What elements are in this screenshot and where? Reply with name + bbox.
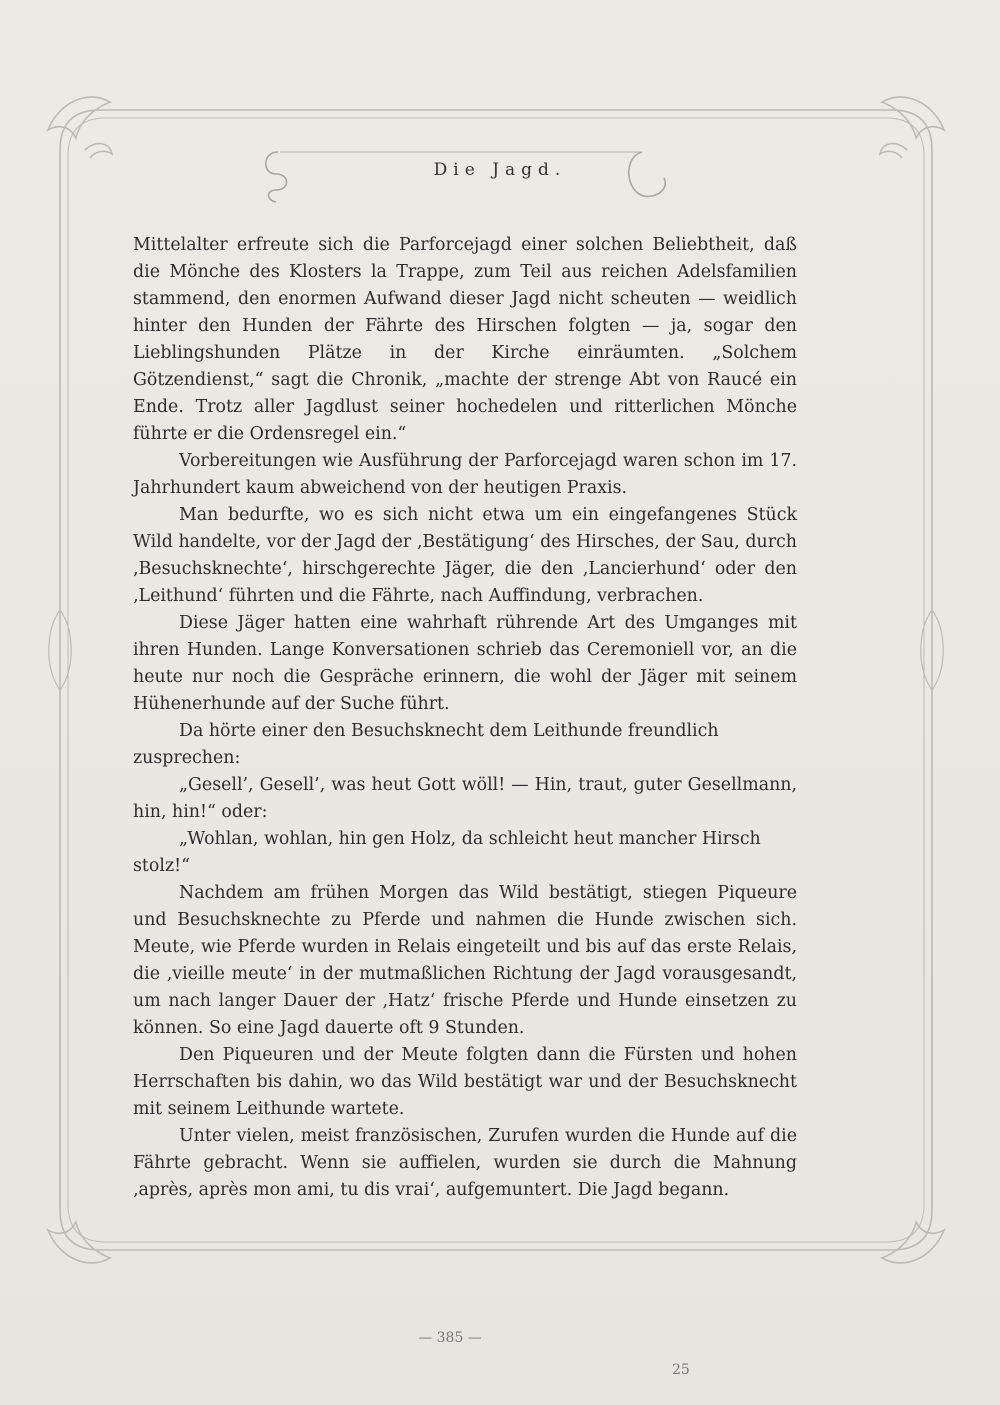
paragraph: Nachdem am frühen Morgen das Wild bestätigt, stiegen Piqueure und Besuchsknechte zu Pferde und nahmen die Hunde zwischen sich. Meute, wie Pferde wurden in Relais eingeteilt und bis auf das erste Relais, die ‚vieille meute‘ in der mutmaßlichen Richtung der Jagd vorausgesandt, um nach langer Dauer der ‚Hatz‘ frische Pferde und Hunde einsetzen zu können. So eine Jagd dauerte oft 9 Stunden. bbox=[133, 883, 797, 1038]
paragraph: Man bedurfte, wo es sich nicht etwa um ein eingefangenes Stück Wild handelte, vor der Jagd der ‚Bestätigung‘ des Hirsches, der Sau, durch ‚Besuchsknechte‘, hirschgerechte Jäger, die den ‚Lancierhund‘ oder den ‚Leithund‘ führten und die Fährte, nach Auffindung, verbrachen. bbox=[133, 505, 797, 606]
page-number: — 385 — bbox=[418, 1330, 482, 1346]
sheet-number: 25 bbox=[672, 1362, 690, 1378]
paragraph: Mittelalter erfreute sich die Parforcejagd einer solchen Beliebtheit, daß die Mönche des Klosters la Trappe, zum Teil aus reichen Adelsfamilien stammend, den enormen Aufwand dieser Jagd nicht scheuten — weidlich hinter den Hunden der Fährte des Hirschen folgten — ja, sogar den Lieblingshunden Plätze in der Kirche einräumten. „Solchem Götzendienst,“ sagt die Chronik, „machte der strenge Abt von Raucé ein Ende. Trotz aller Jagdlust seiner hochedelen und ritterlichen Mönche führte er die Ordensregel ein.“ bbox=[133, 235, 797, 444]
paragraph: Da hörte einer den Besuchsknecht dem Leithunde freundlich zusprechen: bbox=[133, 721, 719, 768]
paragraph: Diese Jäger hatten eine wahrhaft rührende Art des Umganges mit ihren Hunden. Lange Konversationen schrieb das Ceremoniell vor, an die heute nur noch die Gespräche erinnern, die wohl der Jäger mit seinem Hühenerhunde auf der Suche führt. bbox=[133, 613, 797, 714]
paragraph: Den Piqueuren und der Meute folgten dann die Fürsten und hohen Herrschaften bis dahin, wo das Wild bestätigt war und der Besuchsknecht mit seinem Leithunde wartete. bbox=[133, 1045, 797, 1119]
body-text bbox=[133, 232, 797, 1204]
paragraph: Vorbereitungen wie Ausführung der Parforcejagd waren schon im 17. Jahrhundert kaum abweichend von der heutigen Praxis. bbox=[133, 451, 797, 498]
page-title: Die Jagd. bbox=[433, 160, 567, 180]
paragraph: Unter vielen, meist französischen, Zurufen wurden die Hunde auf die Fährte gebracht. Wenn sie auffielen, wurden sie durch die Mahnung ‚après, après mon ami, tu dis vrai‘, aufgemuntert. Die Jagd begann. bbox=[133, 1126, 797, 1200]
quote-paragraph: „Wohlan, wohlan, hin gen Holz, da schleicht heut mancher Hirsch stolz!“ bbox=[133, 829, 761, 876]
quote-paragraph: „Gesell’, Gesell’, was heut Gott wöll! — Hin, traut, guter Gesellmann, hin, hin!“ oder: bbox=[133, 775, 797, 822]
